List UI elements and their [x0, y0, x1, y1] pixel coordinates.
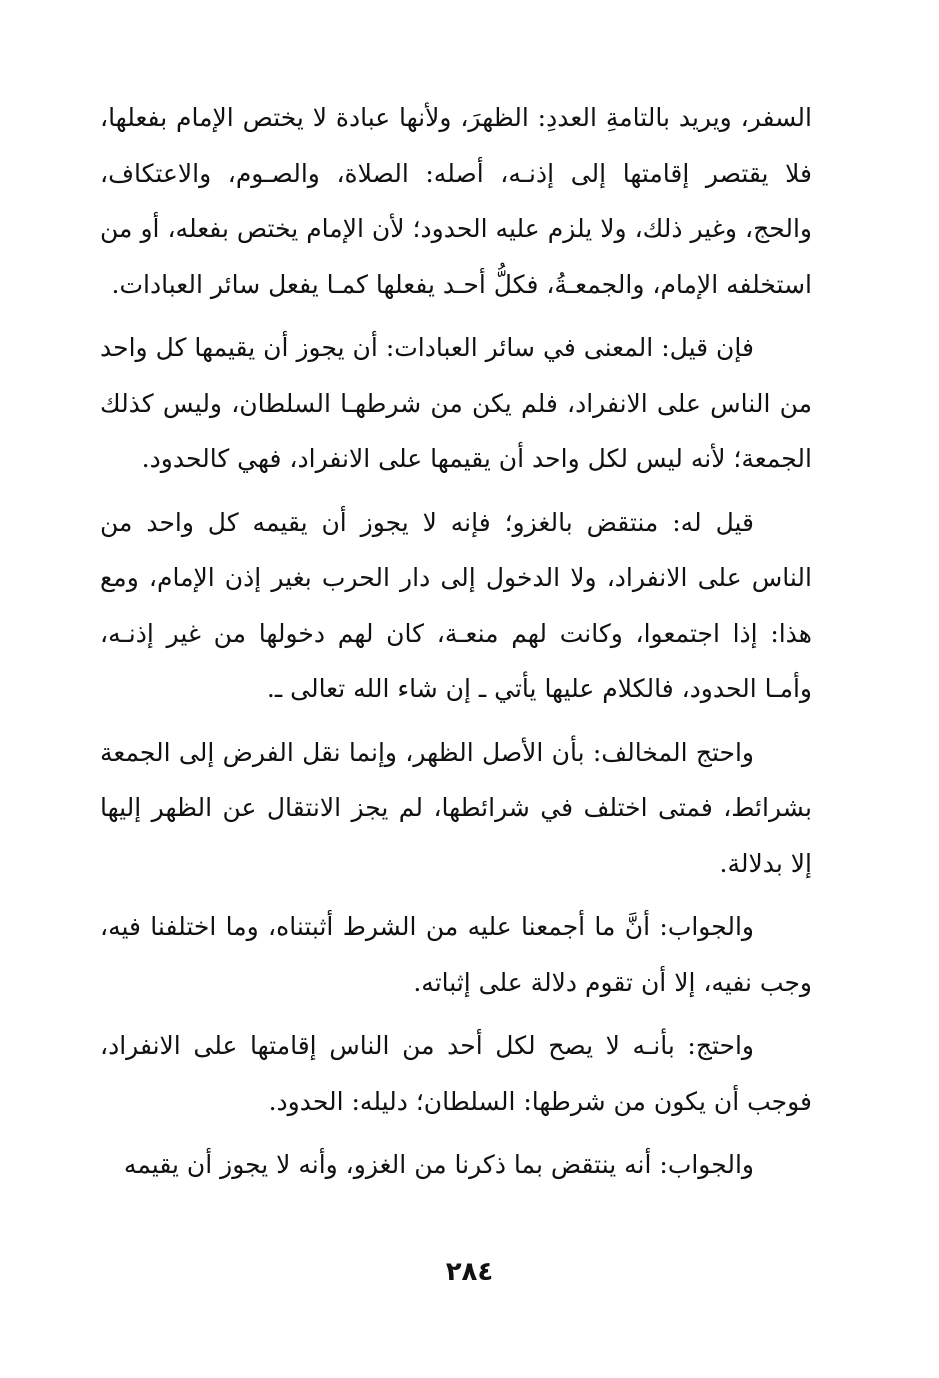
- paragraph-7: والجواب: أنه ينتقض بما ذكرنا من الغزو، وأنه لا يجوز أن يقيمه: [123, 1150, 754, 1179]
- paragraph-4: واحتج المخالف: بأن الأصل الظهر، وإنما نقل الفرض إلى الجمعة بشرائط، فمتى اختلف في شرائطها، لم يجز الانتقال عن الظهر إليها إلا بدلالة.: [100, 737, 812, 878]
- paragraph-1: السفر، ويريد بالتامةِ العددِ: الظهرَ، ولأنها عبادة لا يختص الإمام بفعلها، فلا يقتصر إقامتها إلى إذنـه، أصله: الصلاة، والصـوم، والاعتكاف، والحج، وغير ذلك، ولا يلزم عليه الحدود؛ لأن الإمام يختص بفعله، أو من استخلفه الإمام، والجمعـةُ، فكلُّ أحـد يفعلها كمـا يفعل سائر العبادات.: [100, 103, 812, 299]
- paragraph-2: فإن قيل: المعنى في سائر العبادات: أن يجوز أن يقيمها كل واحد من الناس على الانفراد، فلم يكن من شرطهـا السلطان، وليس كذلك الجمعة؛ لأنه ليس لكل واحد أن يقيمها على الانفراد، فهي كالحدود.: [100, 333, 813, 473]
- body-text: [100, 90, 812, 1201]
- paragraph-3: قيل له: منتقض بالغزو؛ فإنه لا يجوز أن يقيمه كل واحد من الناس على الانفراد، ولا الدخول إلى دار الحرب بغير إذن الإمام، ومع هذا: إذا اجتمعوا، وكانت لهم منعـة، كان لهم دخولها من غير إذنـه، وأمـا الحدود، فالكلام عليها يأتي ـ إن شاء الله تعالى ـ.: [100, 507, 813, 703]
- paragraph-6: واحتج: بأنـه لا يصح لكل أحد من الناس إقامتها على الانفراد، فوجب أن يكون من شرطها: السلطان؛ دليله: الحدود.: [100, 1031, 812, 1116]
- paragraph-5: والجواب: أنَّ ما أجمعنا عليه من الشرط أثبتناه، وما اختلفنا فيه، وجب نفيه، إلا أن تقوم دلالة على إثباته.: [100, 912, 812, 997]
- page-number: ٢٨٤: [445, 1257, 494, 1287]
